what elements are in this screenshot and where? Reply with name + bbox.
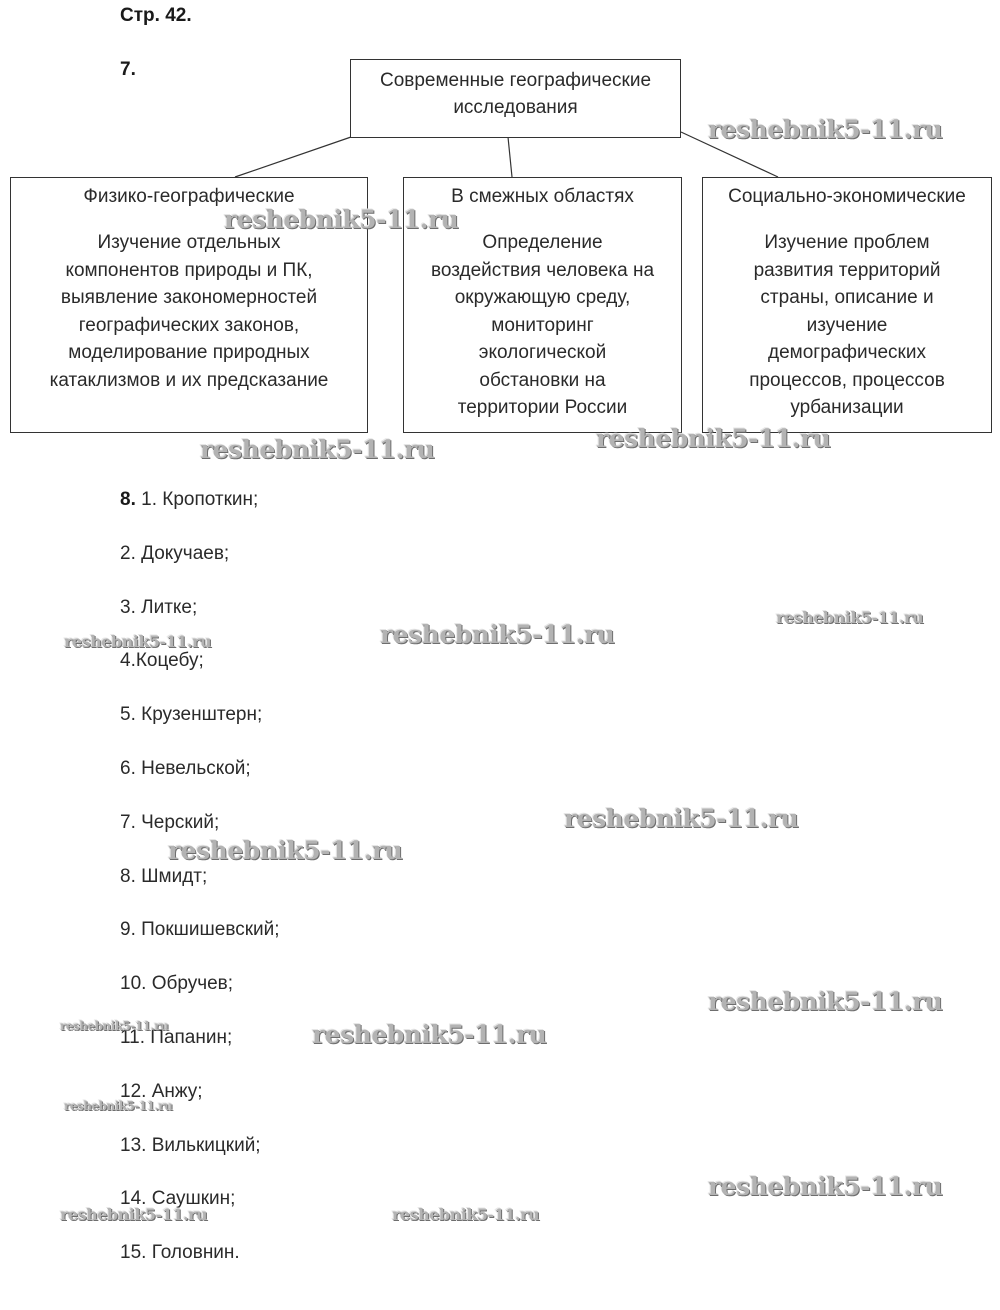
watermark: reshebnik5-11.ru [312,1020,547,1049]
connector-right [681,132,778,177]
branch-title: Социально-экономические [728,186,966,207]
description-line: экологической [478,342,607,363]
description-line: развития территорий [753,259,941,281]
list-item: 9. Покшишевский; [120,919,280,941]
list-item: 2. Докучаев; [120,542,230,564]
description-line: окружающую среду, [454,287,631,308]
description-line: обстановки на [479,369,606,391]
watermark: reshebnik5-11.ru [380,620,615,649]
branch-description [703,229,991,422]
watermark: reshebnik5-11.ru [776,608,924,627]
description-line: географических законов, [78,314,300,336]
list-item: 15. Головнин. [120,1242,240,1264]
branch-description [11,229,367,394]
watermark: reshebnik5-11.ru [708,115,943,144]
watermark: reshebnik5-11.ru [596,424,831,453]
diagram-root-box [350,59,681,138]
list-item: 7. Черский; [120,811,220,833]
description-line: катаклизмов и их предсказание [49,369,329,391]
watermark: reshebnik5-11.ru [168,836,403,865]
branch-description [404,229,681,422]
watermark: reshebnik5-11.ru [60,1019,169,1033]
description-line: территории России [457,397,628,418]
list-item: 11. Папанин; [120,1026,233,1048]
watermark: reshebnik5-11.ru [60,1205,208,1224]
task-8-number: 8. [120,489,136,510]
description-line: выявление закономерностей [60,287,318,308]
branch-title: В смежных областях [451,186,634,207]
watermark: reshebnik5-11.ru [64,632,212,651]
description-line: Определение [482,232,603,253]
description-line: компонентов природы и ПК, [65,259,313,281]
connector-left [235,137,351,177]
description-line: изучение [806,314,888,336]
task-8-answer-list [120,487,280,1294]
watermark: reshebnik5-11.ru [708,987,943,1016]
list-item: 5. Крузенштерн; [120,704,263,726]
page-reference: Стр. 42. [120,5,192,26]
list-item: 13. Вилькицкий; [120,1134,261,1156]
watermark: reshebnik5-11.ru [708,1172,943,1201]
watermark: reshebnik5-11.ru [200,435,435,464]
watermark: reshebnik5-11.ru [392,1205,540,1224]
list-item: 14. Саушкин; [120,1188,236,1210]
branch-box-adjacent [403,177,682,433]
watermark: reshebnik5-11.ru [64,1099,173,1113]
list-item [120,487,280,541]
task-7-number: 7. [120,59,136,80]
branch-title: Физико-географические [83,186,295,207]
branch-box-physical [10,177,368,433]
list-item: 8. Шмидт; [120,865,208,887]
branch-box-socioeconomic [702,177,992,433]
description-line: моделирование природных [68,342,310,363]
description-line: урбанизации [790,397,904,418]
list-item: 10. Обручев; [120,973,234,995]
root-title-line-1: Современные географические [379,70,652,91]
description-line: воздействия человека на [430,259,655,281]
list-item: 4.Коцебу; [120,650,204,672]
watermark: reshebnik5-11.ru [224,205,459,234]
description-line: демографических [768,342,926,363]
watermark: reshebnik5-11.ru [564,804,799,833]
root-title-line-2: исследования [453,97,578,118]
connector-middle [508,137,512,177]
description-line: Изучение проблем [764,232,930,253]
description-line: Изучение отдельных [97,232,281,253]
list-item-text: 1. Кропоткин; [141,489,259,510]
list-item: 6. Невельской; [120,757,251,779]
description-line: страны, описание и [760,287,934,308]
list-item: 3. Литке; [120,596,198,618]
list-item: 12. Анжу; [120,1080,203,1102]
description-line: процессов, процессов [749,369,945,391]
description-line: мониторинг [491,314,594,336]
